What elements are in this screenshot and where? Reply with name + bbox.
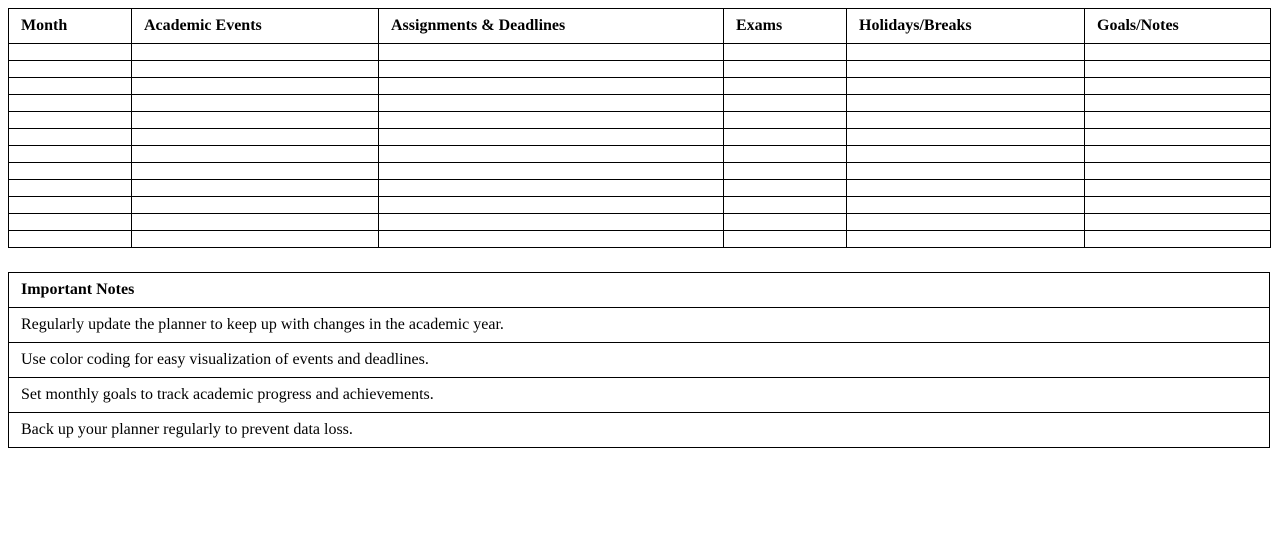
planner-cell-assignments-deadlines[interactable] <box>379 95 724 112</box>
planner-cell-exams[interactable] <box>724 95 847 112</box>
planner-cell-exams[interactable] <box>724 112 847 129</box>
planner-cell-goals-notes[interactable] <box>1085 231 1271 248</box>
planner-cell-holidays-breaks[interactable] <box>847 61 1085 78</box>
planner-row <box>9 44 1271 61</box>
planner-cell-academic-events[interactable] <box>132 214 379 231</box>
column-header-holidays-breaks: Holidays/Breaks <box>847 9 1085 44</box>
planner-cell-month[interactable] <box>9 146 132 163</box>
planner-row <box>9 61 1271 78</box>
planner-cell-goals-notes[interactable] <box>1085 129 1271 146</box>
planner-cell-goals-notes[interactable] <box>1085 95 1271 112</box>
academic-planner-table <box>8 8 1271 248</box>
planner-cell-goals-notes[interactable] <box>1085 61 1271 78</box>
note-item: Set monthly goals to track academic progress and achievements. <box>9 378 1270 413</box>
planner-cell-assignments-deadlines[interactable] <box>379 197 724 214</box>
planner-row <box>9 163 1271 180</box>
note-row <box>9 308 1270 343</box>
planner-cell-exams[interactable] <box>724 214 847 231</box>
note-row <box>9 378 1270 413</box>
planner-cell-goals-notes[interactable] <box>1085 146 1271 163</box>
planner-cell-month[interactable] <box>9 95 132 112</box>
planner-cell-assignments-deadlines[interactable] <box>379 146 724 163</box>
planner-cell-goals-notes[interactable] <box>1085 44 1271 61</box>
planner-header-row <box>9 9 1271 44</box>
planner-cell-assignments-deadlines[interactable] <box>379 231 724 248</box>
planner-cell-month[interactable] <box>9 129 132 146</box>
planner-cell-month[interactable] <box>9 163 132 180</box>
planner-cell-month[interactable] <box>9 214 132 231</box>
planner-cell-exams[interactable] <box>724 180 847 197</box>
planner-cell-academic-events[interactable] <box>132 180 379 197</box>
planner-cell-assignments-deadlines[interactable] <box>379 44 724 61</box>
planner-cell-holidays-breaks[interactable] <box>847 44 1085 61</box>
planner-cell-academic-events[interactable] <box>132 78 379 95</box>
planner-cell-exams[interactable] <box>724 146 847 163</box>
planner-row <box>9 112 1271 129</box>
planner-row <box>9 197 1271 214</box>
planner-cell-holidays-breaks[interactable] <box>847 214 1085 231</box>
planner-cell-assignments-deadlines[interactable] <box>379 163 724 180</box>
planner-cell-month[interactable] <box>9 112 132 129</box>
planner-cell-holidays-breaks[interactable] <box>847 146 1085 163</box>
planner-cell-academic-events[interactable] <box>132 112 379 129</box>
planner-cell-month[interactable] <box>9 61 132 78</box>
planner-cell-holidays-breaks[interactable] <box>847 231 1085 248</box>
planner-cell-goals-notes[interactable] <box>1085 180 1271 197</box>
planner-cell-exams[interactable] <box>724 129 847 146</box>
planner-cell-goals-notes[interactable] <box>1085 214 1271 231</box>
planner-cell-academic-events[interactable] <box>132 146 379 163</box>
planner-cell-exams[interactable] <box>724 44 847 61</box>
planner-cell-academic-events[interactable] <box>132 197 379 214</box>
planner-row <box>9 95 1271 112</box>
note-row <box>9 413 1270 448</box>
column-header-assignments-deadlines: Assignments & Deadlines <box>379 9 724 44</box>
planner-cell-holidays-breaks[interactable] <box>847 112 1085 129</box>
note-item: Regularly update the planner to keep up with changes in the academic year. <box>9 308 1270 343</box>
column-header-exams: Exams <box>724 9 847 44</box>
planner-cell-assignments-deadlines[interactable] <box>379 61 724 78</box>
planner-cell-academic-events[interactable] <box>132 95 379 112</box>
planner-row <box>9 146 1271 163</box>
planner-cell-academic-events[interactable] <box>132 44 379 61</box>
planner-cell-month[interactable] <box>9 180 132 197</box>
column-header-academic-events: Academic Events <box>132 9 379 44</box>
planner-cell-goals-notes[interactable] <box>1085 112 1271 129</box>
planner-cell-month[interactable] <box>9 231 132 248</box>
note-row <box>9 343 1270 378</box>
planner-cell-goals-notes[interactable] <box>1085 78 1271 95</box>
planner-cell-academic-events[interactable] <box>132 129 379 146</box>
planner-cell-academic-events[interactable] <box>132 163 379 180</box>
planner-row <box>9 129 1271 146</box>
planner-row <box>9 78 1271 95</box>
note-item: Back up your planner regularly to prevent data loss. <box>9 413 1270 448</box>
planner-cell-exams[interactable] <box>724 61 847 78</box>
planner-cell-exams[interactable] <box>724 78 847 95</box>
note-item: Use color coding for easy visualization of events and deadlines. <box>9 343 1270 378</box>
planner-cell-exams[interactable] <box>724 163 847 180</box>
planner-cell-holidays-breaks[interactable] <box>847 78 1085 95</box>
planner-cell-holidays-breaks[interactable] <box>847 180 1085 197</box>
planner-cell-holidays-breaks[interactable] <box>847 95 1085 112</box>
planner-cell-assignments-deadlines[interactable] <box>379 112 724 129</box>
planner-cell-academic-events[interactable] <box>132 231 379 248</box>
planner-cell-assignments-deadlines[interactable] <box>379 180 724 197</box>
planner-cell-holidays-breaks[interactable] <box>847 163 1085 180</box>
planner-cell-holidays-breaks[interactable] <box>847 197 1085 214</box>
planner-cell-assignments-deadlines[interactable] <box>379 129 724 146</box>
planner-cell-academic-events[interactable] <box>132 61 379 78</box>
planner-row <box>9 231 1271 248</box>
planner-cell-assignments-deadlines[interactable] <box>379 78 724 95</box>
notes-header-row <box>9 273 1270 308</box>
planner-cell-month[interactable] <box>9 197 132 214</box>
planner-cell-goals-notes[interactable] <box>1085 163 1271 180</box>
planner-row <box>9 180 1271 197</box>
column-header-month: Month <box>9 9 132 44</box>
planner-cell-goals-notes[interactable] <box>1085 197 1271 214</box>
planner-cell-holidays-breaks[interactable] <box>847 129 1085 146</box>
planner-cell-month[interactable] <box>9 44 132 61</box>
planner-cell-assignments-deadlines[interactable] <box>379 214 724 231</box>
column-header-goals-notes: Goals/Notes <box>1085 9 1271 44</box>
notes-header: Important Notes <box>9 273 1270 308</box>
planner-cell-month[interactable] <box>9 78 132 95</box>
important-notes-table <box>8 272 1270 448</box>
planner-cell-exams[interactable] <box>724 231 847 248</box>
planner-cell-exams[interactable] <box>724 197 847 214</box>
planner-row <box>9 214 1271 231</box>
